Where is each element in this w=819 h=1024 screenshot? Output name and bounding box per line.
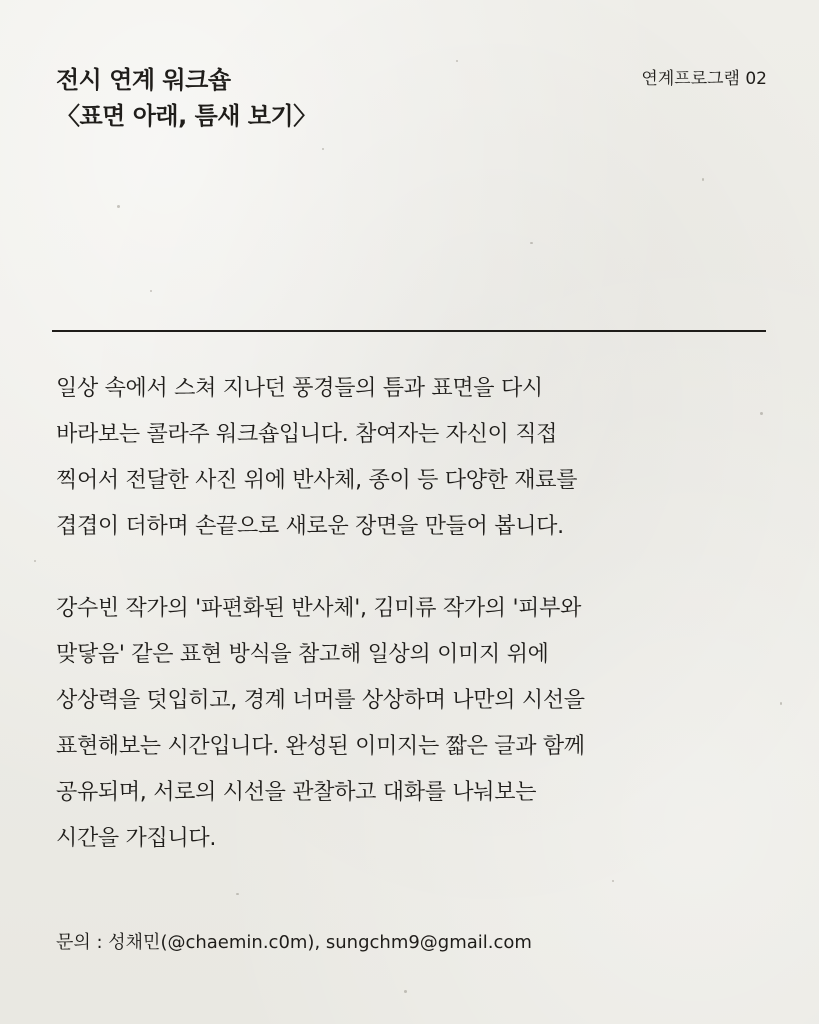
title-line-1: 전시 연계 워크숍: [56, 66, 231, 94]
program-label: 연계프로그램 02: [641, 69, 767, 89]
paragraph-line: 강수빈 작가의 '파편화된 반사체', 김미류 작가의 '피부와: [56, 596, 582, 621]
paragraph-line: 겹겹이 더하며 손끝으로 새로운 장면을 만들어 봅니다.: [56, 514, 564, 539]
description-paragraph-2: [56, 586, 768, 862]
paper-speck: [34, 560, 36, 562]
paper-speck: [117, 205, 120, 208]
divider-line: [52, 330, 766, 332]
paragraph-line: 표현해보는 시간입니다. 완성된 이미지는 짧은 글과 함께: [56, 734, 585, 759]
paragraph-line: 공유되며, 서로의 시선을 관찰하고 대화를 나눠보는: [56, 780, 537, 805]
paper-speck: [702, 178, 704, 181]
paragraph-line: 찍어서 전달한 사진 위에 반사체, 종이 등 다양한 재료를: [56, 468, 578, 493]
paper-speck: [150, 290, 152, 292]
paragraph-line: 일상 속에서 스쳐 지나던 풍경들의 틈과 표면을 다시: [56, 376, 543, 401]
contact-info: 문의 : 성채민(@chaemin.c0m), sungchm9@gmail.com: [56, 932, 532, 953]
paper-speck: [322, 148, 324, 150]
workshop-title: [56, 62, 317, 134]
paragraph-line: 바라보는 콜라주 워크숍입니다. 참여자는 자신이 직접: [56, 422, 558, 447]
paper-speck: [780, 702, 782, 705]
paper-speck: [236, 893, 239, 895]
paper-speck: [612, 880, 614, 882]
description-paragraph-1: [56, 366, 768, 550]
paper-speck: [456, 60, 458, 62]
paragraph-line: 맞닿음' 같은 표현 방식을 참고해 일상의 이미지 위에: [56, 642, 549, 667]
paper-speck: [404, 990, 407, 993]
paragraph-line: 상상력을 덧입히고, 경계 너머를 상상하며 나만의 시선을: [56, 688, 585, 713]
paper-speck: [530, 242, 533, 244]
paragraph-line: 시간을 가집니다.: [56, 826, 217, 851]
title-line-2: 〈표면 아래, 틈새 보기〉: [56, 102, 317, 130]
